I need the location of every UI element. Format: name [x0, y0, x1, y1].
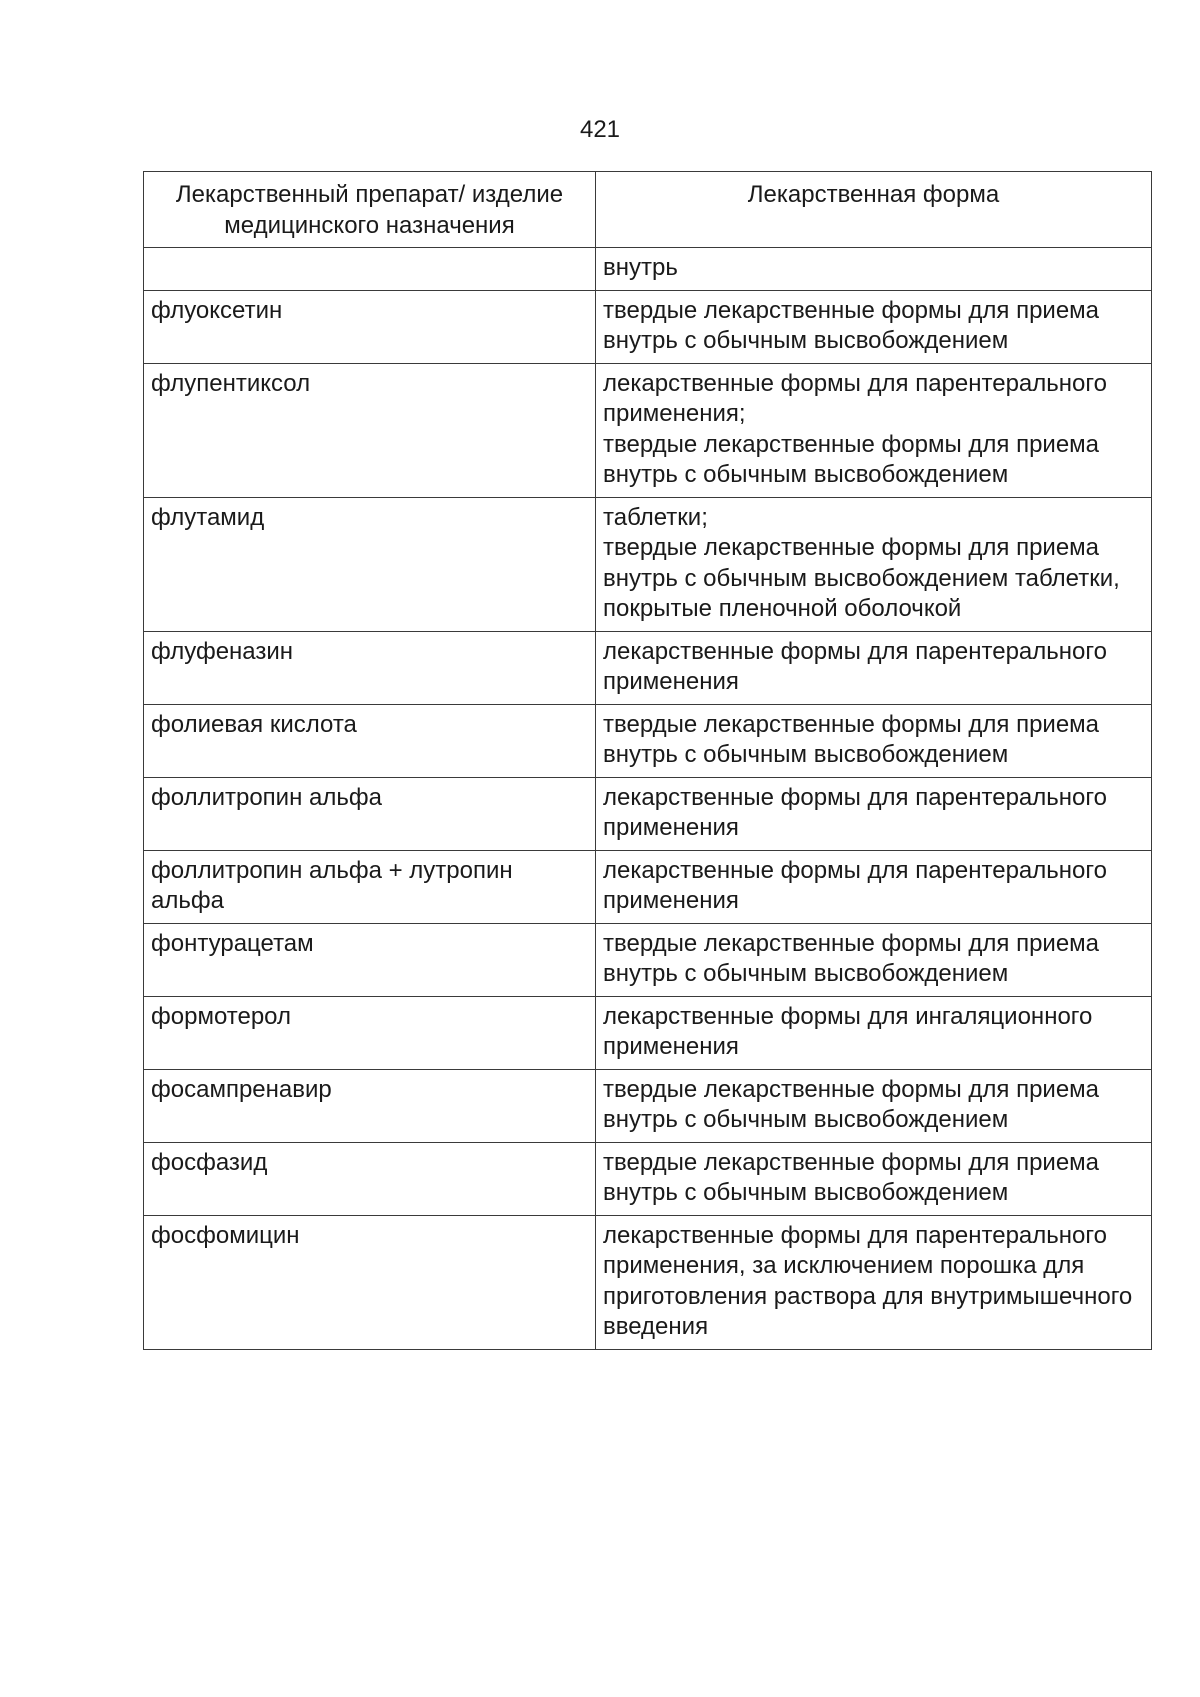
drug-name-cell: фоллитропин альфа [144, 777, 596, 850]
dosage-form-cell [596, 363, 1152, 497]
dosage-form-text: твердые лекарственные формы для приема внутрь с обычным высвобождением [603, 1148, 1100, 1206]
table-row [144, 631, 1152, 704]
dosage-form-text: твердые лекарственные формы для приема внутрь с обычным высвобождением [603, 296, 1100, 354]
table-body [144, 248, 1152, 1350]
dosage-form-cell [596, 1142, 1152, 1215]
dosage-form-cell [596, 704, 1152, 777]
dosage-form-text: лекарственные формы для парентерального применения [603, 856, 1107, 914]
dosage-form-cell [596, 248, 1152, 291]
drug-name-cell: фонтурацетам [144, 923, 596, 996]
drug-name-cell [144, 248, 596, 291]
dosage-form-cell [596, 497, 1152, 631]
dosage-form-text: твердые лекарственные формы для приема внутрь с обычным высвобождением [603, 430, 1100, 488]
header-drug: Лекарственный препарат/ изделие медицинского назначения [144, 172, 596, 248]
table-row [144, 497, 1152, 631]
drug-name-cell: фоллитропин альфа + лутропин альфа [144, 850, 596, 923]
drug-name-cell: формотерол [144, 996, 596, 1069]
table-row [144, 1142, 1152, 1215]
table-row [144, 1069, 1152, 1142]
table-row [144, 777, 1152, 850]
drug-name-cell: фосфомицин [144, 1215, 596, 1349]
table-row [144, 290, 1152, 363]
drug-name-cell: флуоксетин [144, 290, 596, 363]
drug-name-cell: фосфазид [144, 1142, 596, 1215]
drug-name-cell: флупентиксол [144, 363, 596, 497]
table-header-row [144, 172, 1152, 248]
dosage-form-text: внутрь [603, 254, 678, 281]
page-number: 421 [579, 116, 621, 143]
dosage-form-text: лекарственные формы для парентерального применения [603, 637, 1107, 695]
drug-name-cell: фолиевая кислота [144, 704, 596, 777]
dosage-form-cell [596, 631, 1152, 704]
dosage-form-cell [596, 777, 1152, 850]
dosage-form-cell [596, 1215, 1152, 1349]
dosage-form-text: твердые лекарственные формы для приема внутрь с обычным высвобождением таблетки, покрытые пленочной оболочкой [603, 534, 1120, 622]
header-form: Лекарственная форма [596, 172, 1152, 248]
dosage-form-cell [596, 1069, 1152, 1142]
dosage-form-text: твердые лекарственные формы для приема внутрь с обычным высвобождением [603, 929, 1100, 987]
drug-form-table [143, 171, 1152, 1350]
dosage-form-text: лекарственные формы для парентерального применения [603, 783, 1107, 841]
drug-name-cell: флутамид [144, 497, 596, 631]
drug-name-cell: фосампренавир [144, 1069, 596, 1142]
dosage-form-cell [596, 996, 1152, 1069]
dosage-form-text: лекарственные формы для ингаляционного применения [603, 1002, 1093, 1060]
table-row [144, 363, 1152, 497]
table-row [144, 704, 1152, 777]
dosage-form-cell [596, 850, 1152, 923]
table-row [144, 923, 1152, 996]
dosage-form-cell [596, 923, 1152, 996]
dosage-form-text: лекарственные формы для парентерального применения; [603, 369, 1107, 427]
table-row [144, 996, 1152, 1069]
dosage-form-cell [596, 290, 1152, 363]
table-row [144, 1215, 1152, 1349]
dosage-form-text: лекарственные формы для парентерального применения, за исключением порошка для приготовления раствора для внутримышечного введения [603, 1221, 1133, 1340]
dosage-form-text: таблетки; [603, 503, 708, 531]
dosage-form-text: твердые лекарственные формы для приема внутрь с обычным высвобождением [603, 710, 1100, 768]
dosage-form-text: твердые лекарственные формы для приема внутрь с обычным высвобождением [603, 1075, 1100, 1133]
drug-name-cell: флуфеназин [144, 631, 596, 704]
table-row [144, 850, 1152, 923]
table-row [144, 248, 1152, 291]
